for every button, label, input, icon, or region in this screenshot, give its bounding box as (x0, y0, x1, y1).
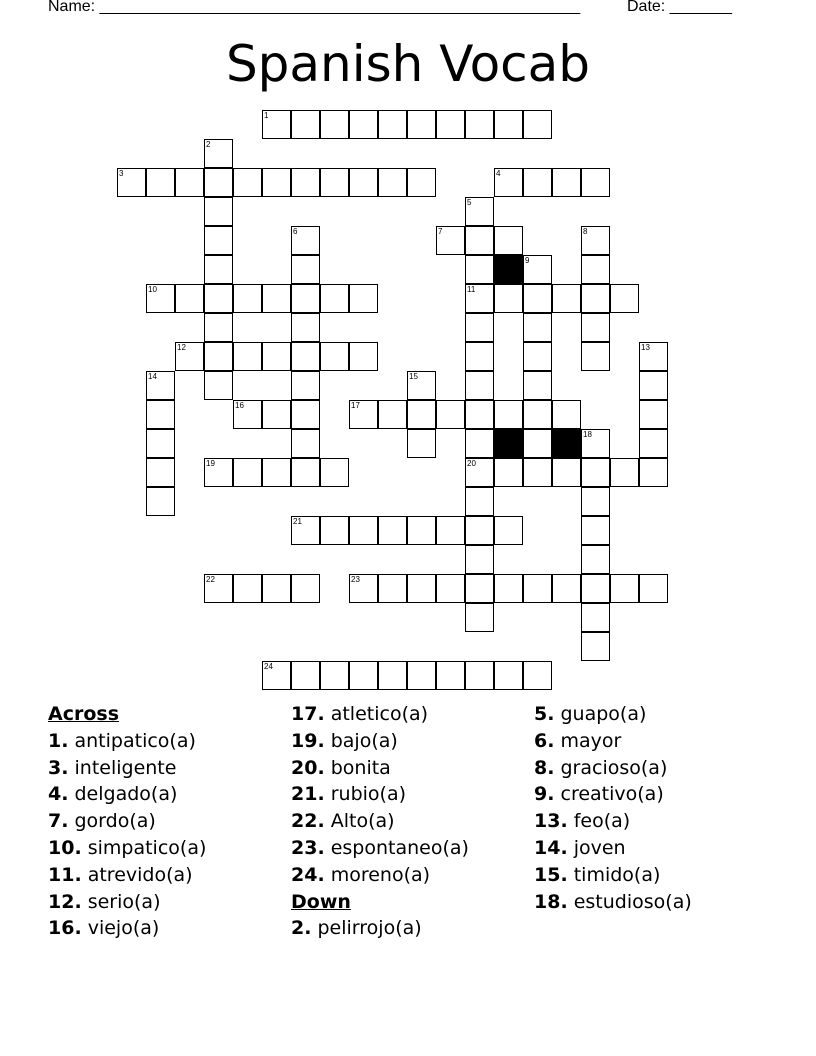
clue-across-23 (291, 834, 469, 861)
grid-cell[interactable] (320, 284, 349, 313)
clue-across-12 (48, 888, 206, 915)
grid-cell[interactable] (523, 110, 552, 139)
grid-cell[interactable] (639, 342, 668, 371)
clue-text: moreno(a) (330, 863, 431, 886)
cell-number: 24 (264, 662, 273, 671)
cell-number: 4 (496, 169, 501, 178)
grid-cell[interactable] (581, 545, 610, 574)
clue-text: gracioso(a) (560, 756, 668, 779)
grid-cell[interactable] (146, 371, 175, 400)
grid-cell[interactable] (262, 400, 291, 429)
clue-text: creativo(a) (560, 783, 664, 806)
grid-cell[interactable] (639, 574, 668, 603)
clue-list (0, 700, 816, 960)
grid-cell[interactable] (494, 400, 523, 429)
grid-cell[interactable] (523, 284, 552, 313)
grid-cell[interactable] (146, 168, 175, 197)
grid-cell[interactable] (581, 255, 610, 284)
clue-number: 7. (48, 810, 69, 833)
grid-cell[interactable] (610, 574, 639, 603)
clue-across-10 (48, 834, 206, 861)
grid-cell[interactable] (465, 255, 494, 284)
page-title: Spanish Vocab (225, 35, 591, 93)
clue-number: 22. (291, 810, 325, 833)
grid-cell[interactable] (204, 139, 233, 168)
grid-cell[interactable] (523, 574, 552, 603)
grid-cell[interactable] (233, 342, 262, 371)
grid-cell[interactable] (639, 458, 668, 487)
cell-number: 11 (467, 285, 476, 294)
down-heading: Down (291, 890, 351, 913)
clue-text: Alto(a) (330, 810, 395, 833)
grid-cell[interactable] (523, 313, 552, 342)
grid-cell[interactable] (291, 661, 320, 690)
clue-across-1 (48, 727, 206, 754)
grid-cell[interactable] (262, 342, 291, 371)
grid-cell[interactable] (407, 516, 436, 545)
cell-number: 19 (206, 459, 215, 468)
grid-cell[interactable] (610, 458, 639, 487)
grid-cell[interactable] (175, 168, 204, 197)
grid-cell[interactable] (465, 603, 494, 632)
grid-cell[interactable] (639, 429, 668, 458)
grid-cell[interactable] (581, 168, 610, 197)
grid-cell[interactable] (465, 429, 494, 458)
clue-text: joven (573, 836, 626, 859)
clue-down-6 (534, 727, 692, 754)
clue-text: viejo(a) (87, 917, 160, 940)
grid-cell[interactable] (291, 400, 320, 429)
cell-number: 6 (293, 227, 298, 236)
clue-text: guapo(a) (560, 703, 647, 725)
clue-column-2 (291, 700, 469, 941)
grid-cell[interactable] (320, 168, 349, 197)
clue-column-1 (48, 700, 206, 941)
cell-number: 13 (641, 343, 650, 352)
grid-cell[interactable] (581, 574, 610, 603)
grid-cell[interactable] (378, 516, 407, 545)
grid-cell[interactable] (523, 371, 552, 400)
grid-cell[interactable] (581, 603, 610, 632)
grid-cell[interactable] (465, 516, 494, 545)
grid-cell[interactable] (349, 342, 378, 371)
grid-cell[interactable] (552, 574, 581, 603)
clue-text: bajo(a) (330, 729, 398, 752)
grid-cell[interactable] (523, 342, 552, 371)
grid-cell[interactable] (581, 342, 610, 371)
grid-cell[interactable] (175, 342, 204, 371)
cell-number: 15 (409, 372, 418, 381)
grid-cell[interactable] (146, 487, 175, 516)
grid-cell[interactable] (465, 110, 494, 139)
grid-cell[interactable] (291, 342, 320, 371)
grid-cell[interactable] (552, 284, 581, 313)
grid-cell[interactable] (233, 574, 262, 603)
grid-cell[interactable] (523, 255, 552, 284)
grid-cell[interactable] (291, 255, 320, 284)
clue-text: estudioso(a) (573, 890, 692, 913)
grid-cell[interactable] (494, 458, 523, 487)
grid-cell[interactable] (378, 400, 407, 429)
grid-cell[interactable] (494, 110, 523, 139)
grid-cell[interactable] (494, 168, 523, 197)
grid-cell[interactable] (175, 284, 204, 313)
grid-cell[interactable] (204, 574, 233, 603)
grid-cell[interactable] (465, 284, 494, 313)
clue-number: 1. (48, 729, 69, 752)
cell-number: 16 (235, 401, 244, 410)
cell-number: 22 (206, 575, 215, 584)
clue-text: delgado(a) (74, 783, 178, 806)
clue-number: 12. (48, 890, 82, 913)
grid-cell[interactable] (581, 226, 610, 255)
grid-cell[interactable] (465, 371, 494, 400)
clue-across-24 (291, 861, 469, 888)
grid-cell[interactable] (494, 516, 523, 545)
grid-cell[interactable] (465, 400, 494, 429)
grid-cell[interactable] (581, 632, 610, 661)
grid-cell[interactable] (233, 458, 262, 487)
clue-text: atletico(a) (330, 703, 429, 725)
grid-cell[interactable] (262, 110, 291, 139)
cell-number: 12 (177, 343, 186, 352)
clue-text: bonita (330, 756, 391, 779)
grid-cell[interactable] (204, 168, 233, 197)
grid-cell[interactable] (436, 226, 465, 255)
grid-cell[interactable] (465, 661, 494, 690)
clue-number: 15. (534, 863, 568, 886)
cell-number: 5 (467, 198, 472, 207)
clue-across-19 (291, 727, 469, 754)
grid-cell[interactable] (494, 661, 523, 690)
grid-cell[interactable] (291, 313, 320, 342)
grid-cell[interactable] (204, 458, 233, 487)
grid-cell[interactable] (523, 458, 552, 487)
grid-cell[interactable] (581, 429, 610, 458)
across-heading: Across (48, 703, 120, 725)
grid-cell[interactable] (465, 487, 494, 516)
grid-cell[interactable] (494, 574, 523, 603)
cell-number: 14 (148, 372, 157, 381)
grid-cell[interactable] (465, 342, 494, 371)
clue-down-2 (291, 914, 469, 941)
grid-cell[interactable] (204, 255, 233, 284)
clue-number: 19. (291, 729, 325, 752)
grid-cell[interactable] (436, 516, 465, 545)
grid-cell[interactable] (320, 342, 349, 371)
grid-cell[interactable] (407, 661, 436, 690)
grid-cell[interactable] (465, 313, 494, 342)
clue-text: atrevido(a) (87, 863, 193, 886)
clue-number: 8. (534, 756, 555, 779)
cell-number: 17 (351, 401, 360, 410)
clue-down-14 (534, 834, 692, 861)
clue-number: 14. (534, 836, 568, 859)
clue-number: 4. (48, 783, 69, 806)
grid-cell[interactable] (291, 371, 320, 400)
cell-number: 1 (264, 111, 269, 120)
clue-text: rubio(a) (330, 783, 407, 806)
grid-cell[interactable] (523, 400, 552, 429)
grid-cell[interactable] (146, 429, 175, 458)
clue-text: serio(a) (87, 890, 161, 913)
grid-cell[interactable] (233, 168, 262, 197)
grid-cell[interactable] (639, 400, 668, 429)
name-field[interactable]: Name: ______________________________________________________ (48, 0, 581, 15)
clue-across-11 (48, 861, 206, 888)
cell-number: 8 (583, 227, 588, 236)
grid-cell[interactable] (465, 458, 494, 487)
grid-cell[interactable] (291, 226, 320, 255)
clue-number: 24. (291, 863, 325, 886)
grid-cell[interactable] (552, 400, 581, 429)
black-cell (494, 429, 523, 458)
clue-number: 5. (534, 703, 555, 725)
clue-column-3 (534, 700, 692, 914)
clue-across-7 (48, 807, 206, 834)
grid-cell[interactable] (320, 661, 349, 690)
grid-cell[interactable] (378, 110, 407, 139)
grid-cell[interactable] (291, 429, 320, 458)
grid-cell[interactable] (204, 197, 233, 226)
grid-cell[interactable] (204, 226, 233, 255)
clue-across-22 (291, 807, 469, 834)
date-field[interactable]: Date: _______ (627, 0, 732, 15)
clue-text: espontaneo(a) (330, 836, 469, 859)
clue-number: 17. (291, 703, 325, 725)
clue-text: gordo(a) (74, 810, 156, 833)
grid-cell[interactable] (146, 284, 175, 313)
grid-cell[interactable] (233, 284, 262, 313)
cell-number: 18 (583, 430, 592, 439)
grid-cell[interactable] (117, 168, 146, 197)
grid-cell[interactable] (494, 226, 523, 255)
clue-text: timido(a) (573, 863, 661, 886)
black-cell (552, 429, 581, 458)
grid-cell[interactable] (262, 574, 291, 603)
grid-cell[interactable] (233, 400, 262, 429)
grid-cell[interactable] (262, 661, 291, 690)
clue-across-16 (48, 914, 206, 941)
cell-number: 9 (525, 256, 530, 265)
grid-cell[interactable] (465, 574, 494, 603)
grid-cell[interactable] (465, 226, 494, 255)
grid-cell[interactable] (262, 458, 291, 487)
grid-cell[interactable] (204, 371, 233, 400)
clue-number: 11. (48, 863, 82, 886)
grid-cell[interactable] (349, 574, 378, 603)
grid-cell[interactable] (349, 516, 378, 545)
clue-number: 16. (48, 917, 82, 940)
grid-cell[interactable] (407, 110, 436, 139)
grid-cell[interactable] (291, 110, 320, 139)
grid-cell[interactable] (494, 284, 523, 313)
grid-cell[interactable] (320, 110, 349, 139)
clue-text: inteligente (74, 756, 177, 779)
clue-number: 20. (291, 756, 325, 779)
clue-down-15 (534, 861, 692, 888)
clue-number: 9. (534, 783, 555, 806)
grid-cell[interactable] (639, 371, 668, 400)
grid-cell[interactable] (407, 400, 436, 429)
grid-cell[interactable] (436, 574, 465, 603)
grid-cell[interactable] (407, 371, 436, 400)
clue-across-20 (291, 754, 469, 781)
cell-number: 7 (438, 227, 443, 236)
clue-number: 23. (291, 836, 325, 859)
grid-cell[interactable] (291, 574, 320, 603)
grid-cell[interactable] (581, 284, 610, 313)
grid-cell[interactable] (204, 342, 233, 371)
cell-number: 20 (467, 459, 476, 468)
black-cell (494, 255, 523, 284)
cell-number: 21 (293, 517, 302, 526)
grid-cell[interactable] (436, 400, 465, 429)
clue-down-13 (534, 807, 692, 834)
grid-cell[interactable] (291, 516, 320, 545)
grid-cell[interactable] (581, 458, 610, 487)
clue-text: simpatico(a) (87, 836, 207, 859)
clue-number: 10. (48, 836, 82, 859)
clue-across-3 (48, 754, 206, 781)
grid-cell[interactable] (349, 400, 378, 429)
grid-cell[interactable] (407, 574, 436, 603)
grid-cell[interactable] (291, 284, 320, 313)
clue-number: 13. (534, 810, 568, 833)
clue-across-21 (291, 780, 469, 807)
grid-cell[interactable] (146, 400, 175, 429)
clue-number: 3. (48, 756, 69, 779)
clue-text: antipatico(a) (74, 729, 196, 752)
clue-text: mayor (560, 729, 622, 752)
grid-cell[interactable] (436, 661, 465, 690)
grid-cell[interactable] (378, 661, 407, 690)
clue-number: 21. (291, 783, 325, 806)
grid-cell[interactable] (146, 458, 175, 487)
grid-cell[interactable] (465, 197, 494, 226)
grid-cell[interactable] (378, 574, 407, 603)
grid-cell[interactable] (552, 458, 581, 487)
grid-cell[interactable] (349, 168, 378, 197)
cell-number: 2 (206, 140, 211, 149)
grid-cell[interactable] (320, 516, 349, 545)
grid-cell[interactable] (581, 313, 610, 342)
clue-number: 18. (534, 890, 568, 913)
cell-number: 23 (351, 575, 360, 584)
clue-number: 2. (291, 917, 312, 940)
clue-text: pelirrojo(a) (317, 917, 422, 940)
clue-down-8 (534, 754, 692, 781)
grid-cell[interactable] (262, 168, 291, 197)
cell-number: 3 (119, 169, 124, 178)
grid-cell[interactable] (291, 168, 320, 197)
clue-number: 6. (534, 729, 555, 752)
grid-cell[interactable] (581, 516, 610, 545)
grid-cell[interactable] (552, 168, 581, 197)
grid-cell[interactable] (407, 168, 436, 197)
clue-text: feo(a) (573, 810, 631, 833)
clue-down-9 (534, 780, 692, 807)
grid-cell[interactable] (320, 458, 349, 487)
grid-cell[interactable] (349, 661, 378, 690)
grid-cell[interactable] (465, 545, 494, 574)
clue-down-5 (534, 700, 692, 727)
grid-cell[interactable] (349, 110, 378, 139)
grid-cell[interactable] (349, 284, 378, 313)
grid-cell[interactable] (523, 168, 552, 197)
grid-cell[interactable] (291, 458, 320, 487)
cell-number: 10 (148, 285, 157, 294)
grid-cell[interactable] (523, 429, 552, 458)
grid-cell[interactable] (436, 110, 465, 139)
grid-cell[interactable] (610, 284, 639, 313)
grid-cell[interactable] (523, 661, 552, 690)
clue-across-17 (291, 700, 469, 727)
grid-cell[interactable] (378, 168, 407, 197)
grid-cell[interactable] (407, 429, 436, 458)
grid-cell[interactable] (204, 284, 233, 313)
clue-down-18 (534, 888, 692, 915)
grid-cell[interactable] (204, 313, 233, 342)
grid-cell[interactable] (581, 487, 610, 516)
grid-cell[interactable] (262, 284, 291, 313)
clue-across-4 (48, 780, 206, 807)
